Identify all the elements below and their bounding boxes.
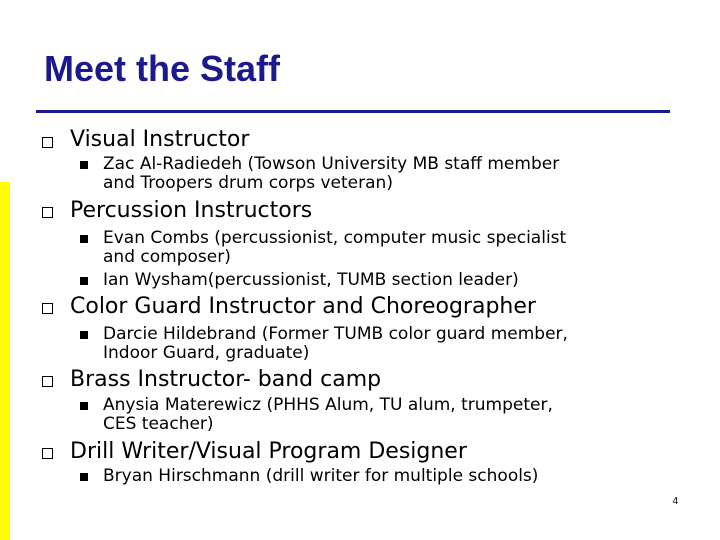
staff-item-bryan: Bryan Hirschmann (drill writer for multiple schools) — [103, 466, 539, 486]
hollow-square-bullet-icon — [42, 376, 53, 387]
hollow-square-bullet-icon — [42, 207, 53, 218]
square-bullet-icon — [80, 473, 88, 481]
square-bullet-icon — [80, 277, 88, 285]
title-divider — [36, 110, 670, 113]
square-bullet-icon — [80, 161, 88, 169]
staff-item-darcie: Darcie Hildebrand (Former TUMB color guard member, Indoor Guard, graduate) — [103, 324, 568, 363]
section-heading-percussion-instructors: Percussion Instructors — [70, 198, 313, 223]
staff-item-zac: Zac Al-Radiedeh (Towson University MB staff member and Troopers drum corps veteran) — [103, 154, 560, 193]
square-bullet-icon — [80, 331, 88, 339]
staff-item-evan: Evan Combs (percussionist, computer music specialist and composer) — [103, 228, 567, 267]
staff-item-anysia: Anysia Materewicz (PHHS Alum, TU alum, trumpeter, CES teacher) — [103, 395, 553, 434]
square-bullet-icon — [80, 402, 88, 410]
slide-title: Meet the Staff — [44, 48, 281, 89]
section-heading-color-guard: Color Guard Instructor and Choreographer — [70, 294, 536, 319]
section-heading-brass-instructor: Brass Instructor- band camp — [70, 367, 382, 392]
section-heading-drill-writer: Drill Writer/Visual Program Designer — [70, 439, 467, 464]
square-bullet-icon — [80, 235, 88, 243]
section-heading-visual-instructor: Visual Instructor — [70, 127, 250, 152]
hollow-square-bullet-icon — [42, 137, 53, 148]
staff-item-ian: Ian Wysham(percussionist, TUMB section leader) — [103, 270, 519, 290]
page-number: 4 — [672, 496, 678, 507]
accent-bar — [0, 182, 10, 540]
hollow-square-bullet-icon — [42, 448, 53, 459]
hollow-square-bullet-icon — [42, 303, 53, 314]
